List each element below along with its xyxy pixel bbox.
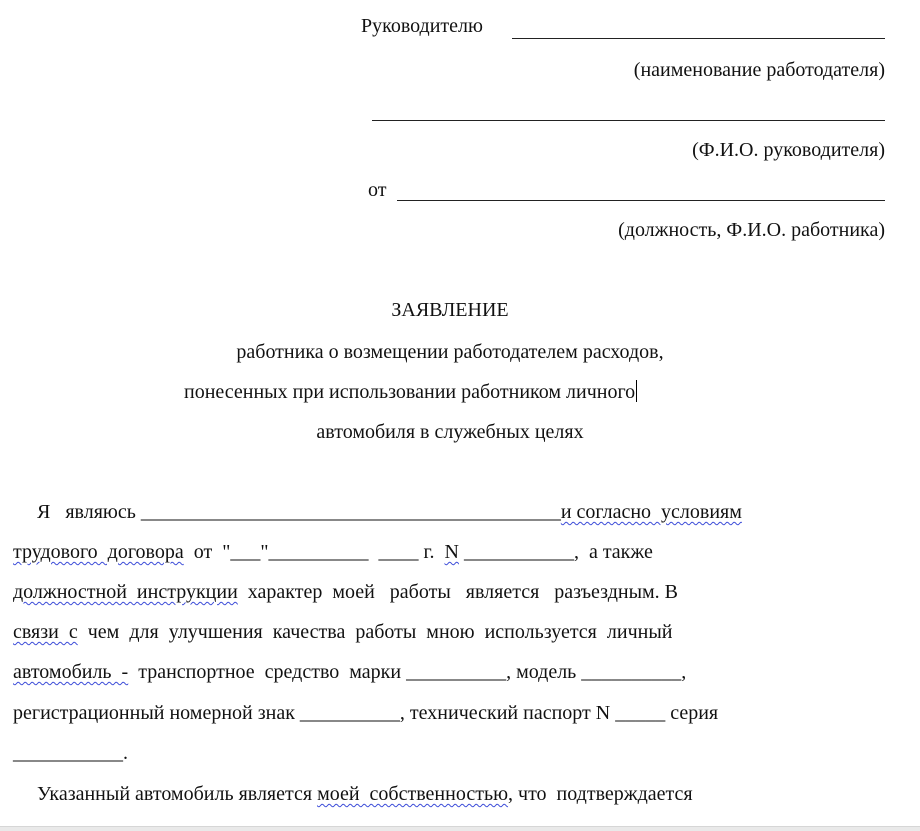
position-blank[interactable]: __________________________________________	[140, 501, 561, 523]
body-l3-b: характер моей работы является разъездным. В	[237, 581, 679, 603]
body-line-8	[37, 782, 693, 806]
from-label: от	[368, 179, 387, 201]
body-l4-a: связи с	[13, 621, 78, 643]
title-line-2-text: понесенных при использовании работником личного	[184, 381, 636, 403]
body-line-3	[13, 580, 678, 604]
employer-blank-line[interactable]	[512, 38, 885, 39]
title-line-2	[184, 380, 637, 404]
body-l2-b: от "___"__________ ____ г.	[183, 541, 445, 563]
body-l8-c: , что подтверждается	[508, 783, 693, 805]
body-l2-n: N	[444, 541, 459, 563]
body-line-6: регистрационный номерной знак __________, технический паспорт N _____ серия	[13, 702, 719, 724]
to-label: Руководителю	[361, 15, 483, 37]
employer-hint: (наименование работодателя)	[633, 59, 885, 81]
body-line-5	[13, 660, 686, 684]
head-hint: (Ф.И.О. руководителя)	[692, 139, 885, 161]
head-name-blank-line[interactable]	[372, 120, 885, 121]
body-l2-a: трудового договора	[13, 541, 184, 563]
employee-blank-line[interactable]	[397, 200, 885, 201]
body-l3-a: должностной инструкции	[13, 581, 238, 603]
body-l8-a: Указанный автомобиль является	[37, 783, 318, 805]
body-l2-c: ___________, а также	[458, 541, 653, 563]
body-l1-b: и согласно условиям	[560, 501, 742, 523]
body-l4-b: чем для улучшения качества работы мною используется личный	[77, 621, 673, 643]
body-l5-a: автомобиль -	[13, 661, 129, 683]
title-line-3: автомобиля в служебных целях	[316, 421, 584, 443]
body-line-1	[37, 500, 742, 524]
employee-hint: (должность, Ф.И.О. работника)	[618, 219, 885, 241]
body-line-2	[13, 540, 653, 564]
body-line-7: ___________.	[13, 742, 128, 764]
body-l5-b: транспортное средство марки __________, модель __________,	[128, 661, 687, 683]
body-l1-a: Я являюсь	[37, 501, 141, 523]
title-line-1: работника о возмещении работодателем расходов,	[236, 341, 664, 363]
page-bottom-edge	[0, 826, 920, 831]
text-cursor	[636, 380, 637, 402]
body-line-4	[13, 620, 672, 644]
document-title: ЗАЯВЛЕНИЕ	[391, 299, 509, 321]
body-l8-b: моей собственностью	[317, 783, 509, 805]
